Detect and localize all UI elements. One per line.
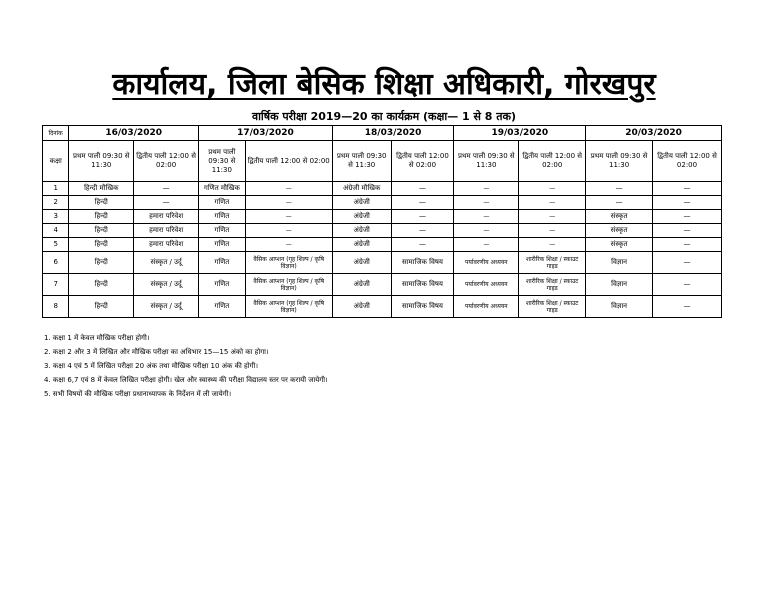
date-cell: 20/03/2020 bbox=[586, 126, 722, 141]
subject-cell: विज्ञान bbox=[586, 274, 653, 296]
subject-cell: गणित bbox=[199, 296, 246, 318]
table-row bbox=[43, 182, 722, 196]
table-row bbox=[43, 196, 722, 210]
shift2-header: द्वितीय पाली 12:00 से 02:00 bbox=[245, 141, 332, 182]
date-cell: 19/03/2020 bbox=[454, 126, 586, 141]
date-cell: 18/03/2020 bbox=[332, 126, 454, 141]
subject-cell: शारीरिक शिक्षा / स्काउट गाइड bbox=[519, 252, 586, 274]
subject-cell: — bbox=[519, 210, 586, 224]
subject-cell: — bbox=[586, 182, 653, 196]
notes-list bbox=[44, 331, 328, 401]
note-item: 2. कक्षा 2 और 3 में लिखित और मौखिक परीक्षा का अधिभार 15—15 अंको का होगा। bbox=[44, 348, 269, 356]
subject-cell: गणित bbox=[199, 196, 246, 210]
subject-cell: गणित bbox=[199, 274, 246, 296]
subject-cell: — bbox=[245, 196, 332, 210]
subject-cell: — bbox=[653, 182, 722, 196]
note-item: 1. कक्षा 1 में केवल मौखिक परीक्षा होगी। bbox=[44, 334, 150, 342]
subject-cell: — bbox=[519, 238, 586, 252]
subject-cell: — bbox=[391, 224, 454, 238]
subject-cell: अंग्रेजी bbox=[332, 274, 391, 296]
subject-cell: सामाजिक विषय bbox=[391, 274, 454, 296]
table-row bbox=[43, 274, 722, 296]
subject-cell: — bbox=[519, 196, 586, 210]
class-number-cell: 3 bbox=[43, 210, 69, 224]
subject-cell: वैसिक आप्शन (गृह शिल्प / कृषि विज्ञान) bbox=[245, 296, 332, 318]
subject-cell: — bbox=[653, 196, 722, 210]
subject-cell: — bbox=[454, 224, 519, 238]
shift-header-row bbox=[43, 141, 722, 182]
subject-cell: गणित bbox=[199, 210, 246, 224]
subject-cell: अंग्रेजी bbox=[332, 210, 391, 224]
subject-cell: हिन्दी bbox=[69, 252, 134, 274]
shift2-header: द्वितीय पाली 12:00 से 02:00 bbox=[653, 141, 722, 182]
subject-cell: — bbox=[245, 224, 332, 238]
subject-cell: — bbox=[391, 238, 454, 252]
subject-cell: संस्कृत bbox=[586, 238, 653, 252]
subject-cell: — bbox=[519, 224, 586, 238]
subject-cell: पर्यावरणीय अध्ययन bbox=[454, 252, 519, 274]
note-item: 5. सभी विषयों की मौखिक परीक्षा प्रधानाध्यापक के निर्देशन में ली जायेगी। bbox=[44, 390, 232, 398]
subject-cell: गणित मौखिक bbox=[199, 182, 246, 196]
subject-cell: हिन्दी bbox=[69, 224, 134, 238]
subject-cell: अंग्रेजी bbox=[332, 252, 391, 274]
subject-cell: विज्ञान bbox=[586, 296, 653, 318]
page-title bbox=[0, 66, 768, 104]
subject-cell: पर्यावरणीय अध्ययन bbox=[454, 296, 519, 318]
subject-cell: हिन्दी bbox=[69, 238, 134, 252]
subject-cell: हिन्दी मौखिक bbox=[69, 182, 134, 196]
table-row bbox=[43, 238, 722, 252]
subject-cell: शारीरिक शिक्षा / स्काउट गाइड bbox=[519, 274, 586, 296]
subject-cell: हमारा परिवेश bbox=[134, 224, 199, 238]
subject-cell: — bbox=[519, 182, 586, 196]
class-number-cell: 7 bbox=[43, 274, 69, 296]
subject-cell: — bbox=[134, 196, 199, 210]
table-body bbox=[43, 126, 722, 318]
subject-cell: — bbox=[134, 182, 199, 196]
subject-cell: हिन्दी bbox=[69, 274, 134, 296]
subject-cell: विज्ञान bbox=[586, 252, 653, 274]
subject-cell: वैसिक आप्शन (गृह शिल्प / कृषि विज्ञान) bbox=[245, 274, 332, 296]
class-number-cell: 6 bbox=[43, 252, 69, 274]
subject-cell: हमारा परिवेश bbox=[134, 238, 199, 252]
class-number-cell: 5 bbox=[43, 238, 69, 252]
subject-cell: अंग्रेजी bbox=[332, 296, 391, 318]
subject-cell: हमारा परिवेश bbox=[134, 210, 199, 224]
class-number-cell: 1 bbox=[43, 182, 69, 196]
subject-cell: — bbox=[454, 196, 519, 210]
subject-cell: सामाजिक विषय bbox=[391, 252, 454, 274]
class-number-cell: 2 bbox=[43, 196, 69, 210]
shift2-header: द्वितीय पाली 12:00 से 02:00 bbox=[391, 141, 454, 182]
table-row bbox=[43, 224, 722, 238]
subject-cell: संस्कृत bbox=[586, 224, 653, 238]
subject-cell: — bbox=[245, 210, 332, 224]
subject-cell: शारीरिक शिक्षा / स्काउट गाइड bbox=[519, 296, 586, 318]
subject-cell: — bbox=[653, 296, 722, 318]
shift1-header: प्रथम पाली 09:30 से 11:30 bbox=[199, 141, 246, 182]
note-item: 4. कक्षा 6,7 एवं 8 में केवल लिखित परीक्षा होगी। खेल और स्वास्थ्य की परीक्षा विद्यालय स्तर पर करायी जायेगी। bbox=[44, 376, 328, 384]
subject-cell: गणित bbox=[199, 238, 246, 252]
date-cell: 16/03/2020 bbox=[69, 126, 199, 141]
subject-cell: अंग्रेजी bbox=[332, 224, 391, 238]
table-row bbox=[43, 252, 722, 274]
subject-cell: — bbox=[653, 238, 722, 252]
subject-cell: संस्कृत / उर्दू bbox=[134, 274, 199, 296]
subject-cell: — bbox=[391, 196, 454, 210]
shift1-header: प्रथम पाली 09:30 से 11:30 bbox=[586, 141, 653, 182]
class-number-cell: 8 bbox=[43, 296, 69, 318]
shift1-header: प्रथम पाली 09:30 से 11:30 bbox=[332, 141, 391, 182]
subject-cell: संस्कृत / उर्दू bbox=[134, 252, 199, 274]
subject-cell: अंग्रेजी मौखिक bbox=[332, 182, 391, 196]
subject-cell: हिन्दी bbox=[69, 296, 134, 318]
subject-cell: पर्यावरणीय अध्ययन bbox=[454, 274, 519, 296]
page-title-text: कार्यालय, जिला बेसिक शिक्षा अधिकारी, गोरखपुर bbox=[112, 67, 656, 102]
subject-cell: अंग्रेजी bbox=[332, 196, 391, 210]
subject-cell: सामाजिक विषय bbox=[391, 296, 454, 318]
shift1-header: प्रथम पाली 09:30 से 11:30 bbox=[69, 141, 134, 182]
page-subtitle: वार्षिक परीक्षा 2019—20 का कार्यक्रम (कक्षा— 1 से 8 तक) bbox=[251, 110, 517, 123]
subject-cell: हिन्दी bbox=[69, 196, 134, 210]
shift2-header: द्वितीय पाली 12:00 से 02:00 bbox=[519, 141, 586, 182]
exam-schedule-table bbox=[42, 125, 722, 318]
class-number-cell: 4 bbox=[43, 224, 69, 238]
subject-cell: — bbox=[245, 238, 332, 252]
date-header-row bbox=[43, 126, 722, 141]
subject-cell: — bbox=[245, 182, 332, 196]
note-item: 3. कक्षा 4 एवं 5 में लिखित परीक्षा 20 अंक तथा मौखिक परीक्षा 10 अंक की होगी। bbox=[44, 362, 258, 370]
shift2-header: द्वितीय पाली 12:00 से 02:00 bbox=[134, 141, 199, 182]
subject-cell: संस्कृत / उर्दू bbox=[134, 296, 199, 318]
subject-cell: — bbox=[391, 210, 454, 224]
table-row bbox=[43, 296, 722, 318]
shift1-header: प्रथम पाली 09:30 से 11:30 bbox=[454, 141, 519, 182]
subject-cell: — bbox=[653, 210, 722, 224]
subject-cell: गणित bbox=[199, 224, 246, 238]
subject-cell: — bbox=[391, 182, 454, 196]
subject-cell: संस्कृत bbox=[586, 210, 653, 224]
subject-cell: — bbox=[653, 252, 722, 274]
date-label: दिनांक bbox=[43, 126, 69, 141]
date-cell: 17/03/2020 bbox=[199, 126, 333, 141]
subject-cell: — bbox=[454, 182, 519, 196]
subject-cell: अंग्रेजी bbox=[332, 238, 391, 252]
subject-cell: वैसिक आप्शन (गृह शिल्प / कृषि विज्ञान) bbox=[245, 252, 332, 274]
subject-cell: — bbox=[586, 196, 653, 210]
subject-cell: हिन्दी bbox=[69, 210, 134, 224]
subject-cell: — bbox=[653, 224, 722, 238]
table-row bbox=[43, 210, 722, 224]
subject-cell: गणित bbox=[199, 252, 246, 274]
subject-cell: — bbox=[653, 274, 722, 296]
class-label: कक्षा bbox=[43, 141, 69, 182]
subject-cell: — bbox=[454, 238, 519, 252]
subject-cell: — bbox=[454, 210, 519, 224]
